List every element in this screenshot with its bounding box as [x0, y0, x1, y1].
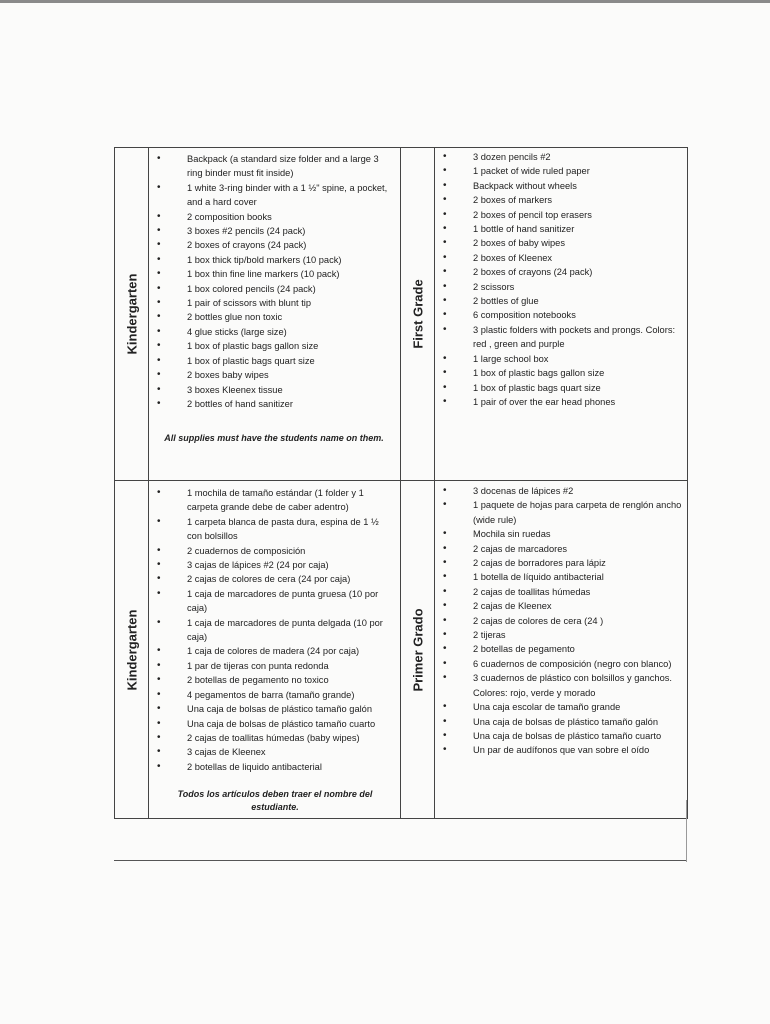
first-grade-supply-item: • 2 boxes of baby wipes	[435, 236, 685, 250]
first-grade-supply-item: • 1 box of plastic bags quart size	[435, 381, 685, 395]
primer-grado-supply-item: • 1 botella de líquido antibacterial	[435, 570, 685, 584]
first-grade-supply-item: • 2 boxes of pencil top erasers	[435, 208, 685, 222]
kindergarten-es-supply-list	[149, 486, 395, 774]
primer-grado-supply-item: • 2 cajas de borradores para lápiz	[435, 556, 685, 570]
kindergarten-es-supply-item: • 1 par de tijeras con punta redonda	[149, 659, 395, 673]
kindergarten-es-supply-item: • 4 pegamentos de barra (tamaño grande)	[149, 688, 395, 702]
kindergarten-es-supply-item: • 2 cajas de toallitas húmedas (baby wipes)	[149, 731, 395, 745]
first-grade-supply-item: • 2 boxes of Kleenex	[435, 251, 685, 265]
primer-grado-supply-item: • 3 docenas de lápices #2	[435, 484, 685, 498]
kindergarten-supply-item: • 2 boxes of crayons (24 pack)	[149, 238, 395, 252]
kindergarten-supply-item: • 1 box thin fine line markers (10 pack)	[149, 267, 395, 281]
primer-grado-supply-item: • Una caja de bolsas de plástico tamaño cuarto	[435, 729, 685, 743]
kindergarten-supply-item: • 2 bottles glue non toxic	[149, 310, 395, 324]
kindergarten-es-supply-item: • Una caja de bolsas de plástico tamaño galón	[149, 702, 395, 716]
kindergarten-supply-item: • 2 boxes baby wipes	[149, 368, 395, 382]
kindergarten-es-supply-item: • 2 botellas de pegamento no toxico	[149, 673, 395, 687]
kindergarten-es-name-note: Todos los artículos deben traer el nombre del estudiante.	[177, 789, 373, 812]
first-grade-supply-item: • 3 dozen pencils #2	[435, 150, 685, 164]
primer-grado-supply-item: • 2 cajas de toallitas húmedas	[435, 585, 685, 599]
kindergarten-es-supply-item: • 1 caja de marcadores de punta gruesa (10 por caja)	[149, 587, 395, 616]
underline-rule	[114, 860, 686, 861]
primer-grado-label: Primer Grado	[410, 607, 425, 692]
kindergarten-supply-item: • 1 white 3-ring binder with a 1 ½" spine, a pocket, and a hard cover	[149, 181, 395, 210]
first-grade-label: First Grade	[410, 279, 425, 349]
first-grade-supply-item: • 1 pair of over the ear head phones	[435, 395, 685, 409]
kindergarten-es-supply-item: • 2 cajas de colores de cera (24 por caja)	[149, 572, 395, 586]
first-grade-supply-item: • 1 bottle of hand sanitizer	[435, 222, 685, 236]
first-grade-supply-list	[435, 150, 685, 409]
kindergarten-supply-item: • Backpack (a standard size folder and a large 3 ring binder must fit inside)	[149, 152, 395, 181]
primer-grado-supply-item: • 2 botellas de pegamento	[435, 642, 685, 656]
primer-grado-supply-item: • Una caja escolar de tamaño grande	[435, 700, 685, 714]
kindergarten-es-supply-item: • 1 mochila de tamaño estándar (1 folder y 1 carpeta grande debe de caber adentro)	[149, 486, 395, 515]
kindergarten-supply-item: • 3 boxes #2 pencils (24 pack)	[149, 224, 395, 238]
kindergarten-es-label: Kindergarten	[124, 609, 139, 690]
kindergarten-supply-item: • 3 boxes Kleenex tissue	[149, 383, 395, 397]
primer-grado-supply-item: • 2 cajas de Kleenex	[435, 599, 685, 613]
kindergarten-label-cell	[115, 148, 149, 480]
kindergarten-supply-item: • 2 bottles of hand sanitizer	[149, 397, 395, 411]
kindergarten-supply-item: • 2 composition books	[149, 210, 395, 224]
first-grade-supply-item: • Backpack without wheels	[435, 179, 685, 193]
first-grade-supply-item: • 2 boxes of crayons (24 pack)	[435, 265, 685, 279]
primer-grado-label-cell	[401, 481, 435, 818]
first-grade-supply-item: • 2 bottles of glue	[435, 294, 685, 308]
primer-grado-supply-item: • 6 cuadernos de composición (negro con blanco)	[435, 657, 685, 671]
first-grade-label-cell	[401, 148, 435, 480]
kindergarten-supply-list	[149, 152, 395, 411]
primer-grado-supply-list	[435, 484, 685, 758]
first-grade-supply-item: • 1 box of plastic bags gallon size	[435, 366, 685, 380]
first-grade-supply-item: • 1 packet of wide ruled paper	[435, 164, 685, 178]
primer-grado-supply-item: • Mochila sin ruedas	[435, 527, 685, 541]
kindergarten-es-supply-item: • 2 botellas de liquido antibacterial	[149, 760, 395, 774]
primer-grado-supply-item: • 3 cuadernos de plástico con bolsillos y ganchos. Colores: rojo, verde y morado	[435, 671, 685, 700]
scan-edge-mark	[686, 800, 687, 862]
scan-edge-line	[0, 0, 770, 3]
kindergarten-es-supply-item: • 3 cajas de Kleenex	[149, 745, 395, 759]
kindergarten-es-supply-item: • Una caja de bolsas de plástico tamaño cuarto	[149, 717, 395, 731]
first-grade-supply-item: • 1 large school box	[435, 352, 685, 366]
kindergarten-label: Kindergarten	[124, 273, 139, 355]
supply-list-table	[114, 147, 688, 819]
kindergarten-es-label-cell	[115, 481, 149, 818]
kindergarten-es-supply-item: • 1 caja de marcadores de punta delgada (10 por caja)	[149, 616, 395, 645]
kindergarten-supply-item: • 1 box of plastic bags gallon size	[149, 339, 395, 353]
primer-grado-supply-item: • Un par de audífonos que van sobre el oído	[435, 743, 685, 757]
first-grade-supply-item: • 3 plastic folders with pockets and prongs. Colors: red , green and purple	[435, 323, 685, 352]
primer-grado-supply-item: • 2 cajas de marcadores	[435, 542, 685, 556]
kindergarten-supply-item: • 1 box thick tip/bold markers (10 pack)	[149, 253, 395, 267]
kindergarten-es-supply-item: • 3 cajas de lápices #2 (24 por caja)	[149, 558, 395, 572]
first-grade-supply-item: • 2 scissors	[435, 280, 685, 294]
primer-grado-supply-item: • 2 cajas de colores de cera (24 )	[435, 614, 685, 628]
kindergarten-name-note: All supplies must have the students name on them.	[164, 433, 384, 443]
first-grade-supply-item: • 2 boxes of markers	[435, 193, 685, 207]
primer-grado-supply-item: • Una caja de bolsas de plástico tamaño galón	[435, 715, 685, 729]
kindergarten-es-supply-item: • 1 carpeta blanca de pasta dura, espina de 1 ½ con bolsillos	[149, 515, 395, 544]
kindergarten-supply-item: • 1 box of plastic bags quart size	[149, 354, 395, 368]
kindergarten-es-supply-item: • 2 cuadernos de composición	[149, 544, 395, 558]
primer-grado-supply-item: • 1 paquete de hojas para carpeta de renglón ancho (wide rule)	[435, 498, 685, 527]
primer-grado-supply-item: • 2 tijeras	[435, 628, 685, 642]
kindergarten-supply-item: • 1 box colored pencils (24 pack)	[149, 282, 395, 296]
kindergarten-es-supply-item: • 1 caja de colores de madera (24 por caja)	[149, 644, 395, 658]
kindergarten-supply-item: • 4 glue sticks (large size)	[149, 325, 395, 339]
first-grade-supply-item: • 6 composition notebooks	[435, 308, 685, 322]
kindergarten-supply-item: • 1 pair of scissors with blunt tip	[149, 296, 395, 310]
